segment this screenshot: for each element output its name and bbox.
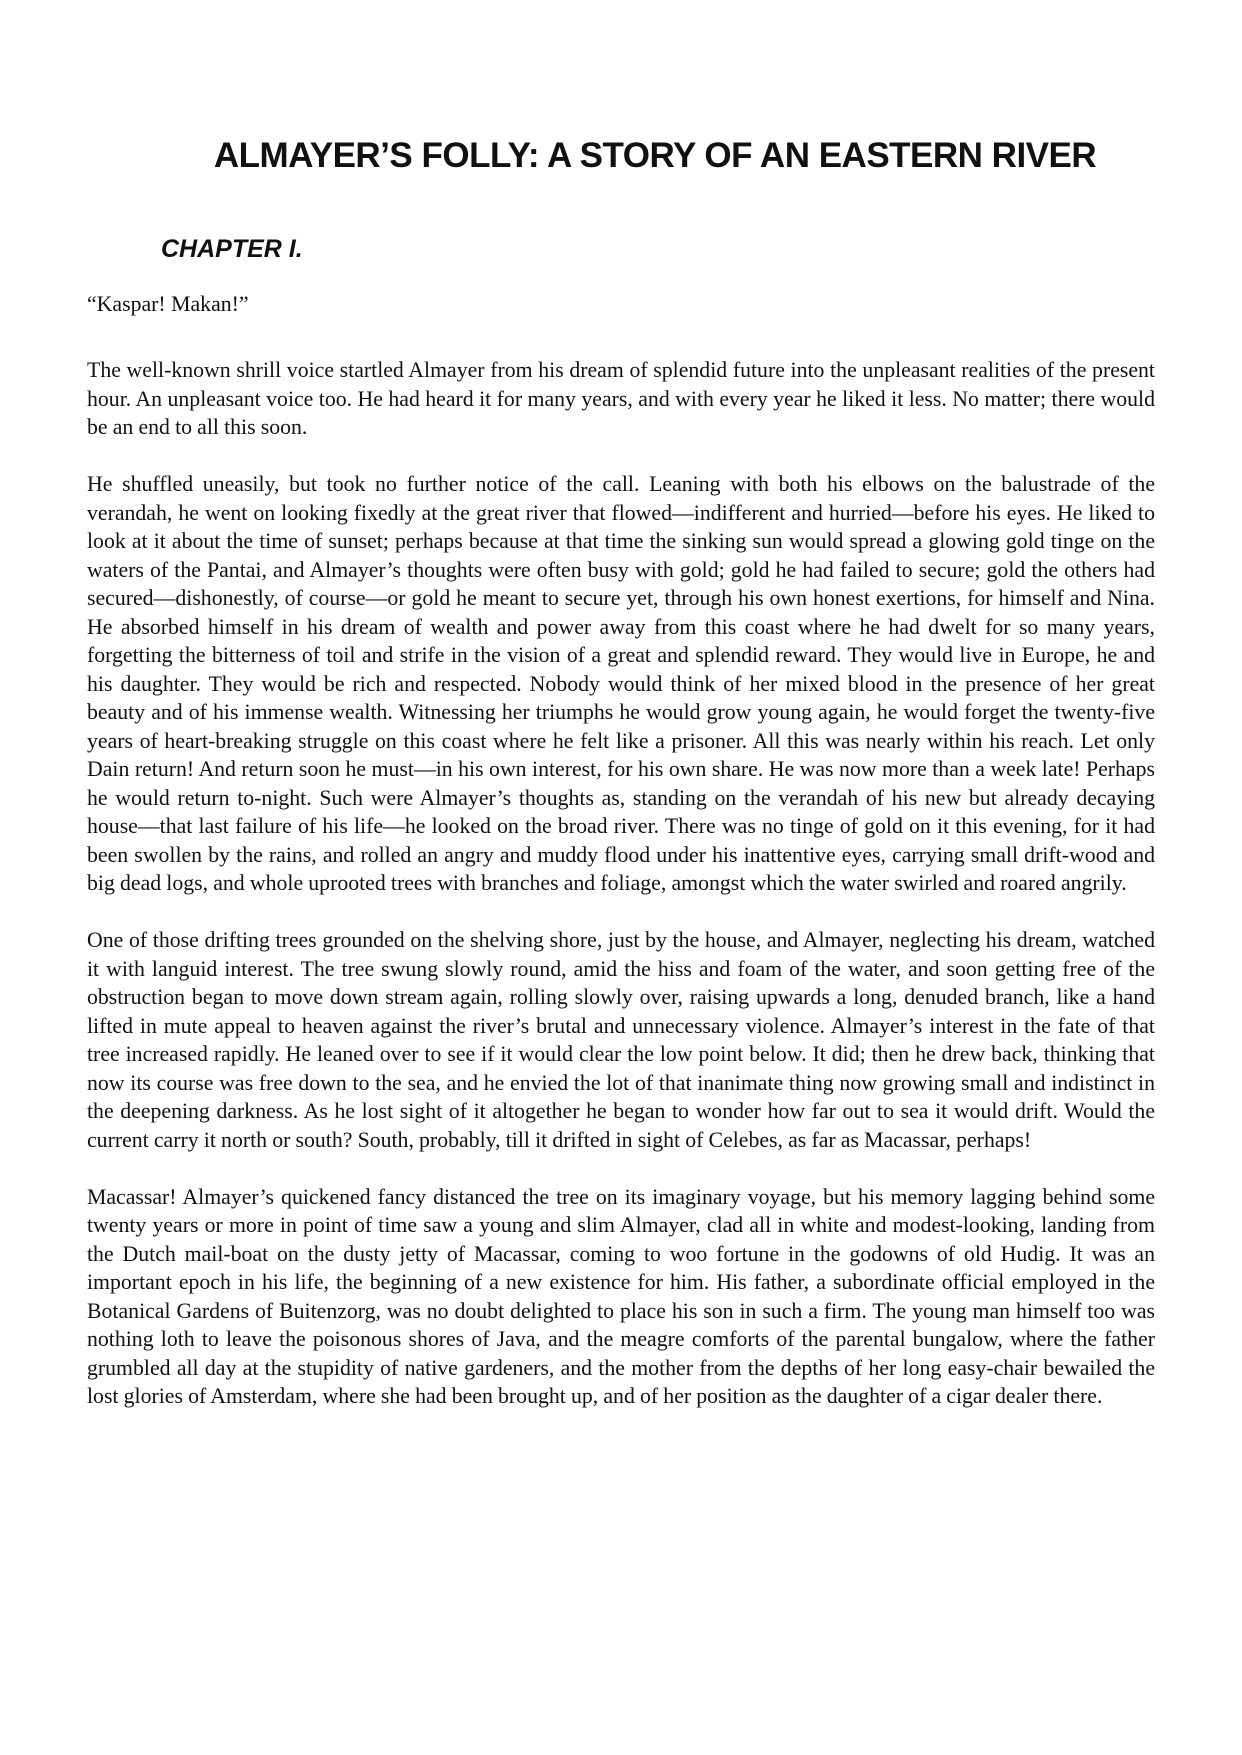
- book-title: ALMAYER’S FOLLY: A STORY OF AN EASTERN RIVER: [213, 136, 1097, 175]
- opening-line: “Kaspar! Makan!”: [87, 292, 249, 316]
- paragraph-1: The well-known shrill voice startled Almayer from his dream of splendid future into the unpleasant realities of the present hour. An unpleasant voice too. He had heard it for many years, and with every year he liked it less. No matter; there would be an end to all this soon.: [87, 358, 1155, 439]
- chapter-heading: CHAPTER I.: [161, 235, 303, 263]
- paragraph-2: He shuffled uneasily, but took no further notice of the call. Leaning with both his elbows on the balustrade of the verandah, he went on looking fixedly at the great river that flowed—indifferent and hurried—before his eyes. He liked to look at it about the time of sunset; perhaps because at that time the sinking sun would spread a glowing gold tinge on the waters of the Pantai, and Almayer’s thoughts were often busy with gold; gold he had failed to secure; gold the others had secured—dishonestly, of course—or gold he meant to secure yet, through his own honest exertions, for himself and Nina. He absorbed himself in his dream of wealth and power away from this coast where he had dwelt for so many years, forgetting the bitterness of toil and strife in the vision of a great and splendid reward. They would live in Europe, he and his daughter. They would be rich and respected. Nobody would think of her mixed blood in the presence of her great beauty and of his immense wealth. Witnessing her triumphs he would grow young again, he would forget the twenty-five years of heart-breaking struggle on this coast where he felt like a prisoner. All this was nearly within his reach. Let only Dain return! And return soon he must—in his own interest, for his own share. He was now more than a week late! Perhaps he would return to-night. Such were Almayer’s thoughts as, standing on the verandah of his new but already decaying house—that last failure of his life—he looked on the broad river. There was no tinge of gold on it this evening, for it had been swollen by the rains, and rolled an angry and muddy flood under his inattentive eyes, carrying small drift-wood and big dead logs, and whole uprooted trees with branches and foliage, amongst which the water swirled and roared angrily.: [87, 472, 1155, 895]
- body-text: [87, 356, 1155, 1439]
- paragraph-4: Macassar! Almayer’s quickened fancy distanced the tree on its imaginary voyage, but his memory lagging behind some twenty years or more in point of time saw a young and slim Almayer, clad all in white and modest-looking, landing from the Dutch mail-boat on the dusty jetty of Macassar, coming to woo fortune in the godowns of old Hudig. It was an important epoch in his life, the beginning of a new existence for him. His father, a subordinate official employed in the Botanical Gardens of Buitenzorg, was no doubt delighted to place his son in such a firm. The young man himself too was nothing loth to leave the poisonous shores of Java, and the meagre comforts of the parental bungalow, where the father grumbled all day at the stupidity of native gardeners, and the mother from the depths of her long easy-chair bewailed the lost glories of Amsterdam, where she had been brought up, and of her position as the daughter of a cigar dealer there.: [87, 1184, 1155, 1408]
- paragraph-3: One of those drifting trees grounded on the shelving shore, just by the house, and Almayer, neglecting his dream, watched it with languid interest. The tree swung slowly round, amid the hiss and foam of the water, and soon getting free of the obstruction began to move down stream again, rolling slowly over, raising upwards a long, denuded branch, like a hand lifted in mute appeal to heaven against the river’s brutal and unnecessary violence. Almayer’s interest in the fate of that tree increased rapidly. He leaned over to see if it would clear the low point below. It did; then he drew back, thinking that now its course was free down to the sea, and he envied the lot of that inanimate thing now growing small and indistinct in the deepening darkness. As he lost sight of it altogether he began to wonder how far out to sea it would drift. Would the current carry it north or south? South, probably, till it drifted in sight of Celebes, as far as Macassar, perhaps!: [87, 928, 1155, 1152]
